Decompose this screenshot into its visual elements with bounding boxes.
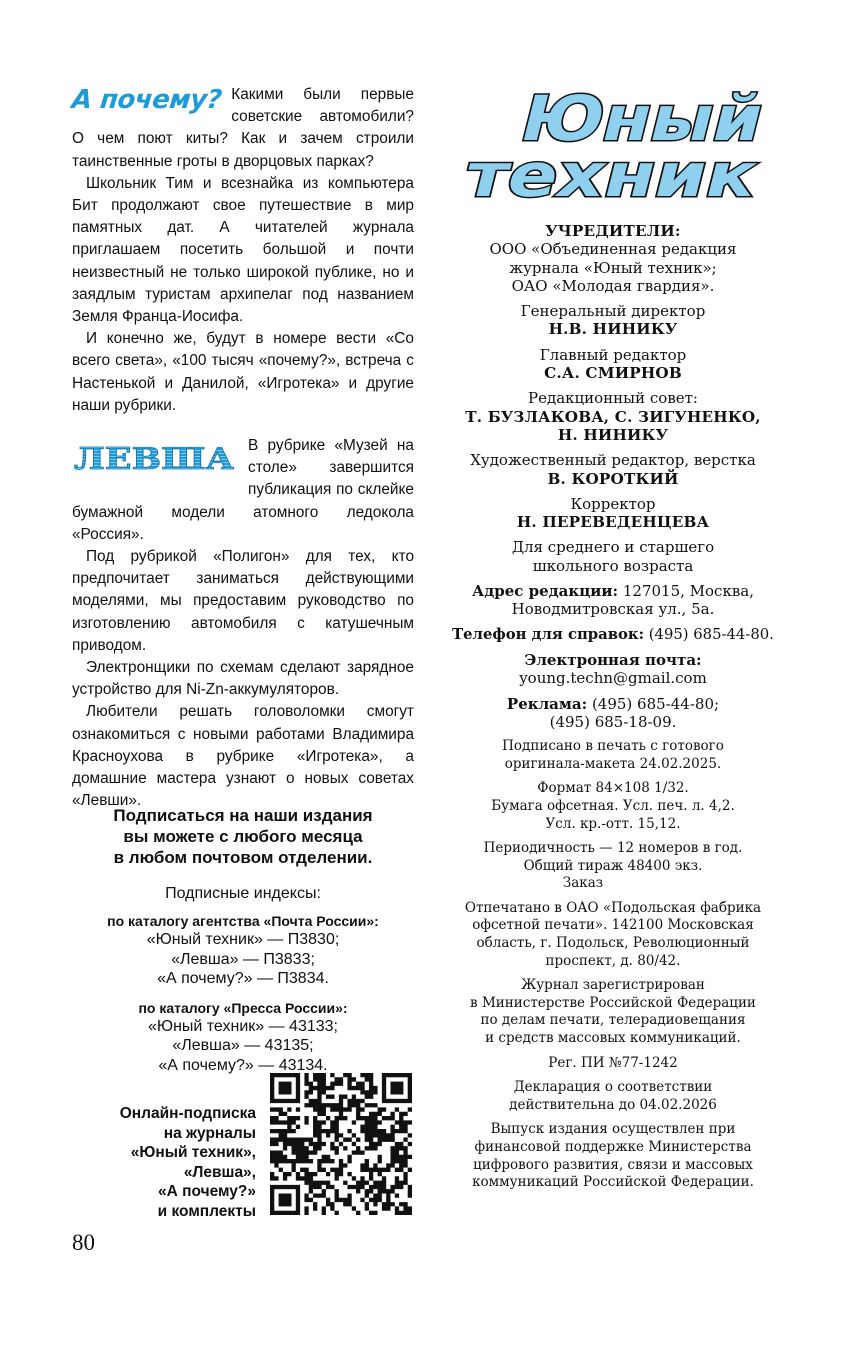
signed-to-print: Подписано в печать с готового оригинала-макета 24.02.2025. [502,738,724,772]
catalog-pressa-item: «А почему?» — 43134. [158,1056,328,1074]
page-number: 80 [72,1230,95,1255]
art-editor-role: Художественный редактор, верстка [470,451,756,470]
registration-number: Рег. ПИ №77-1242 [548,1054,678,1071]
svg-text:ЛЕВША: ЛЕВША [74,442,235,476]
subscription-heading: Подписаться на наши издания вы можете с любого месяца в любом почтовом отделении. [113,806,373,867]
a-pochemu-logo: А почему? [70,85,223,115]
catalog-pochta-item: «Юный техник» — П3830; [146,931,340,948]
printing-house-info: Отпечатано в ОАО «Подольская фабрика офсетной печати». 142100 Московская область, г. Подольск, Революционный проспект, д. 80/42. [464,899,762,969]
general-director-role: Генеральный директор [520,302,706,321]
yuny-tekhnik-logo [442,82,784,202]
editorial-council-role: Редакционный совет: [527,389,698,408]
founders-title: УЧРЕДИТЕЛИ: [545,222,681,240]
svg-text:техник: техник [457,140,714,202]
art-editor-name: В. КОРОТКИЙ [547,469,679,488]
subscription-indices-title: Подписные индексы: [165,885,321,902]
svg-text:Юный: Юный [513,82,747,155]
qr-code[interactable] [270,1073,412,1215]
online-subscription-text: Онлайн-подписка на журналы «Юный техник», «Левша», «А почему?» и комплекты [119,1105,256,1220]
levsha-paragraph-2: Под рубрикой «Полигон» для тех, кто предпочитает заниматься действующими моделями, мы предоставим руководство по изготовлению автомобиля с катушечным приводом. [72,548,414,654]
catalog-pochta-item: «Левша» — П3833; [171,950,315,968]
levsha-paragraph-1: В рубрике «Музей на столе» завершится публикация по склейке бумажной модели атомного ледокола «Россия». [72,437,414,543]
periodicity-info: Периодичность — 12 номеров в год. Общий тираж 48400 экз. Заказ [483,840,743,892]
editorial-address: Адрес редакции: 127015, Москва, [472,582,754,601]
subscription-info [70,805,416,1075]
apochemu-paragraph-2: Школьник Тим и всезнайка из компьютера Бит продолжают свое путешествие в мир памятных дат. А читателей журнала приглашаем посетить большой и почти неизвестный не только широкой публике, но и заядлым туристам архипелаг под названием Земля Франца-Иосифа. [72,174,414,326]
ads-phone: Реклама: (495) 685-44-80; [506,694,720,713]
catalog-pochta-item: «А почему?» — П3834. [157,970,329,987]
reference-phone: Телефон для справок: (495) 685-44-80. [452,625,774,643]
catalog-pressa-item: «Левша» — 43135; [172,1037,314,1054]
announcements-column [72,84,414,813]
catalog-pressa-item: «Юный техник» — 43133; [148,1017,338,1035]
email-address[interactable]: young.techn@gmail.com [519,669,707,688]
email-label: Электронная почта: [524,650,702,669]
imprint-column: УЧРЕДИТЕЛИ: ООО «Объединенная редакция журнала «Юный техник»; ОАО «Молодая гвардия». Генеральный директор Н.В. НИНИКУ Главный редактор С.А. СМИРНОВ Редакционный совет: Т. БУЗЛАКОВА, С. ЗИГУНЕНКО, Н. НИНИКУ Художественный редактор, верстка В. КОРОТКИЙ Корректор Н. ПЕРЕВЕДЕНЦЕВА Для среднего и старшего школьного возраста Адрес редакции: 127015, Москва, Новодмитровская ул., 5а. Телефон для справок: (495) 685-44-80. Электронная почта: young.techn@gmail.com Реклама: (495) 685-44-80; (495) 685-18-09. Подписано в печать с готового оригинала-макета 24.02.2025. Формат 84×108 1/32. Бумага офсетная. Усл. печ. л. 4,2. Усл. кр.-отт. 15,12. Периодичность — 12 номеров в год. Общий тираж 48400 экз. Заказ Отпечатано в ОАО «Подольская фабрика офсетной печати». 142100 Московская область, г. Подольск, Революционный проспект, д. 80/42. Журнал зарегистрирован в Министерстве Российской Федерации по делам печати, телерадиовещания и средств массовых коммуникаций. Рег. ПИ №77-1242 Декларация о соответствии действительна до 04.02.2026 Выпуск издания осуществлен при финансовой поддержке Министерства цифрового развития, связи и массовых коммуникаций Российской Федерации. [440,222,786,1199]
levsha-logo [72,441,238,482]
corrector-role: Корректор [570,494,656,513]
general-director-name: Н.В. НИНИКУ [548,320,678,339]
corrector-name: Н. ПЕРЕВЕДЕНЦЕВА [516,513,710,532]
levsha-paragraph-3: Электронщики по схемам сделают зарядное устройство для Ni-Zn-аккумуляторов. [72,659,414,699]
chief-editor-name: С.А. СМИРНОВ [544,364,682,383]
ministry-support-info: Выпуск издания осуществлен при финансовой поддержке Министерства цифрового развития, связи и массовых коммуникаций Российской Федерации. [472,1121,754,1191]
editorial-council-names: Т. БУЗЛАКОВА, С. ЗИГУНЕНКО, [465,407,761,426]
catalog-pressa-title: по каталогу «Пресса России»: [138,999,348,1016]
chief-editor-role: Главный редактор [539,345,687,364]
format-info: Формат 84×108 1/32. Бумага офсетная. Усл. печ. л. 4,2. Усл. кр.-отт. 15,12. [491,780,735,832]
declaration-info: Декларация о соответствии действительна до 04.02.2026 [509,1079,717,1113]
catalog-pochta-title: по каталогу агентства «Почта России»: [107,913,379,929]
registration-info: Журнал зарегистрирован в Министерстве Российской Федерации по делам печати, телерадиовещания и средств массовых коммуникаций. [470,977,756,1047]
apochemu-paragraph-1: Какими были первые советские автомобили? О чем поют киты? Как и зачем строили таинственные гроты в дворцовых парках? [72,86,414,170]
apochemu-paragraph-3: И конечно же, будут в номере вести «Со всего света», «100 тысяч «почему?», встреча с Настенькой и Данилой, «Игротека» и другие наши рубрики. [72,330,414,414]
audience-text: Для среднего и старшего [511,538,715,557]
levsha-paragraph-4: Любители решать головоломки смогут ознакомиться с новыми работами Владимира Красноухова в рубрике «Игротека», а домашние мастера узнают о новых советах «Левши». [72,703,414,810]
